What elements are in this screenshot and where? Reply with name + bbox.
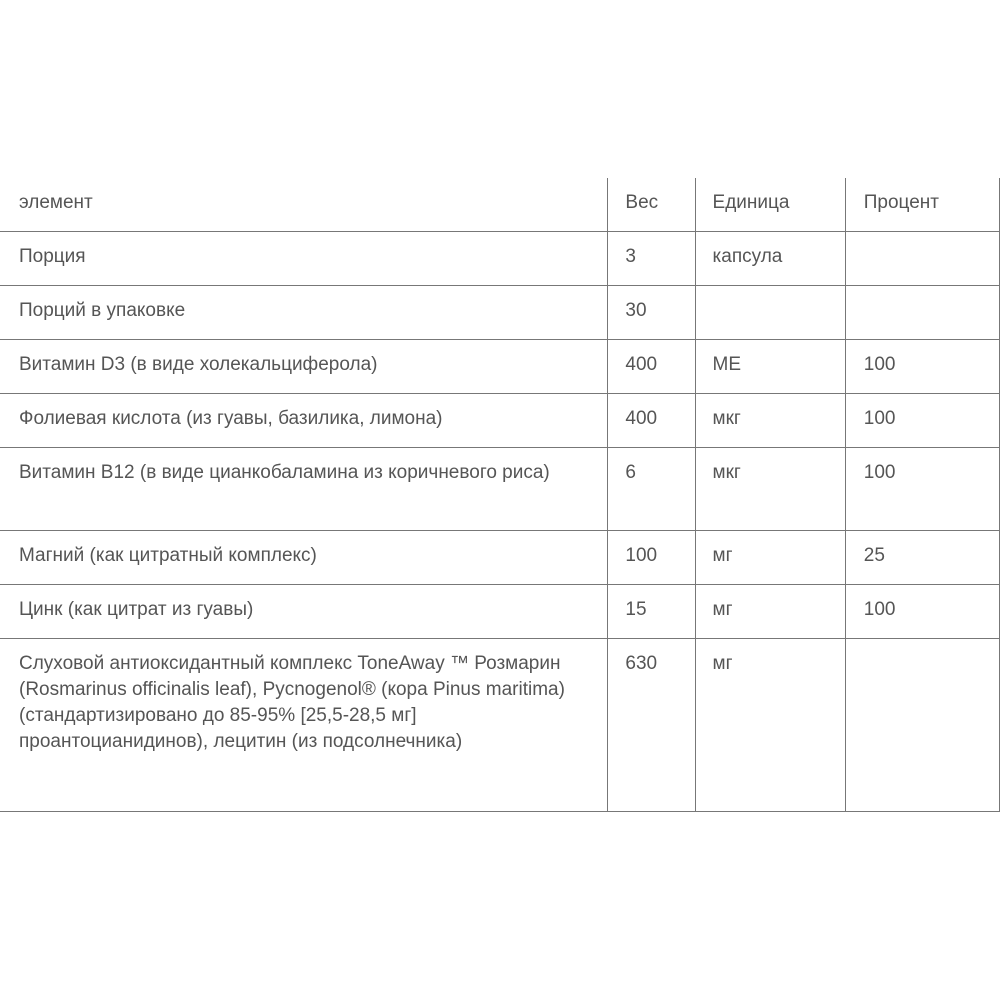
cell-weight: 15 [608, 585, 695, 639]
nutrition-table-container [0, 178, 1000, 823]
cell-weight: 6 [608, 448, 695, 531]
header-unit: Единица [695, 178, 845, 232]
cell-element: Слуховой антиоксидантный комплекс ToneAway ™ Розмарин (Rosmarinus officinalis leaf), Pycnogenol® (кора Pinus maritima) (стандартизировано до 85-95% [25,5-28,5 мг] проантоцианидинов), лецитин (из подсолнечника) [0, 639, 608, 812]
cell-element: Цинк (как цитрат из гуавы) [0, 585, 608, 639]
cell-unit [695, 286, 845, 340]
cell-percent: 100 [845, 448, 999, 531]
cell-percent: 100 [845, 394, 999, 448]
table-row [0, 394, 1000, 448]
table-row [0, 531, 1000, 585]
cell-element: Витамин D3 (в виде холекальциферола) [0, 340, 608, 394]
header-weight: Вес [608, 178, 695, 232]
table-row [0, 340, 1000, 394]
cell-element: Порций в упаковке [0, 286, 608, 340]
cell-element: Магний (как цитратный комплекс) [0, 531, 608, 585]
table-row [0, 232, 1000, 286]
cell-unit: мкг [695, 448, 845, 531]
header-percent: Процент [845, 178, 999, 232]
cell-weight: 30 [608, 286, 695, 340]
cell-element: Порция [0, 232, 608, 286]
cell-unit: мкг [695, 394, 845, 448]
cell-weight: 400 [608, 340, 695, 394]
cell-percent: 100 [845, 585, 999, 639]
nutrition-table [0, 178, 1000, 812]
cell-weight: 630 [608, 639, 695, 812]
table-row [0, 448, 1000, 531]
header-element: элемент [0, 178, 608, 232]
cell-percent [845, 639, 999, 812]
cell-weight: 3 [608, 232, 695, 286]
cell-unit: мг [695, 531, 845, 585]
cell-unit: МЕ [695, 340, 845, 394]
cell-unit: мг [695, 585, 845, 639]
cell-percent [845, 286, 999, 340]
table-header-row [0, 178, 1000, 232]
cell-percent: 25 [845, 531, 999, 585]
cell-percent: 100 [845, 340, 999, 394]
table-row [0, 286, 1000, 340]
table-row [0, 585, 1000, 639]
cell-weight: 400 [608, 394, 695, 448]
cell-element: Фолиевая кислота (из гуавы, базилика, лимона) [0, 394, 608, 448]
cell-element: Витамин B12 (в виде цианкобаламина из коричневого риса) [0, 448, 608, 531]
cell-weight: 100 [608, 531, 695, 585]
table-row [0, 639, 1000, 812]
cell-unit: мг [695, 639, 845, 812]
cell-percent [845, 232, 999, 286]
cell-unit: капсула [695, 232, 845, 286]
